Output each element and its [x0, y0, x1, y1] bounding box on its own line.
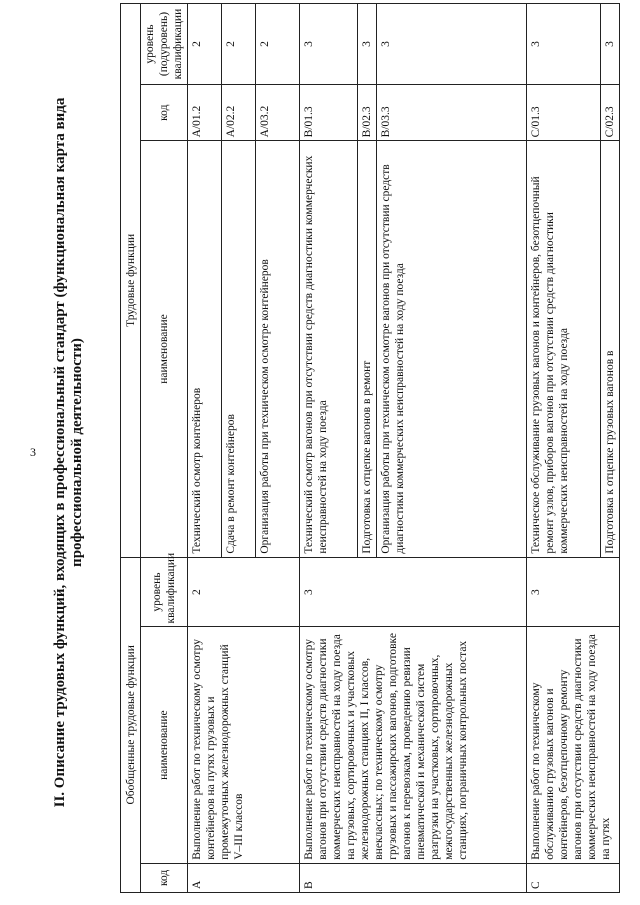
group-level: 3 — [527, 557, 620, 627]
group-level: 2 — [188, 557, 300, 627]
function-level: 3 — [377, 4, 527, 85]
group-name: Выполнение работ по техническому осмотру вагонов при отсутствии средств диагностики коммерческих неисправностей на ходу поезда на грузовых, сортировочных и участковых железнодорожных станциях II, I классов, внеклассных; по техническому осмотру грузовых и пассажирских вагонов, подготовке вагонов к перевозкам, проведению ревизии пневматической и механической систем разгрузки на участковых, сортировочных, межгосударственных железнодорожных станциях, пограничных контрольных постах — [300, 627, 527, 863]
function-name: Подготовка к отцепке вагонов в ремонт — [358, 141, 377, 557]
col-tf-code-header: код — [141, 85, 188, 141]
function-code: A/02.2 — [222, 85, 256, 141]
col-tf-level-header: уровень (подуровень) квалификации — [141, 4, 188, 85]
group-level: 3 — [300, 557, 527, 627]
heading-line-2: профессиональной деятельности) — [69, 338, 85, 567]
group-name: Выполнение работ по техническому осмотру контейнеров на путях грузовых и промежуточных железнодорожных станций V–III классов — [188, 627, 300, 863]
function-level: 2 — [188, 4, 222, 85]
function-level: 3 — [601, 4, 620, 85]
function-name: Технический осмотр контейнеров — [188, 141, 222, 557]
function-name: Организация работы при техническом осмотре вагонов при отсутствии средств диагностики коммерческих неисправностей на ходу поезда — [377, 141, 527, 557]
function-level: 2 — [256, 4, 300, 85]
function-code: A/01.2 — [188, 85, 222, 141]
group-name: Выполнение работ по техническому обслуживанию грузовых вагонов и контейнеров, безотцепочному ремонту вагонов при отсутствии средств диагностики коммерческих неисправностей на ходу поезда на путях — [527, 627, 620, 863]
function-name: Технический осмотр вагонов при отсутствии средств диагностики коммерческих неисправностей на ходу поезда — [300, 141, 358, 557]
function-name: Техническое обслуживание грузовых вагонов и контейнеров, безотцепочный ремонт узлов, приборов вагонов при отсутствии средств диагностики коммерческих неисправностей на ходу поезда — [527, 141, 601, 557]
group-code: A — [188, 863, 300, 892]
function-code: C/01.3 — [527, 85, 601, 141]
functions-table — [120, 3, 620, 893]
table-row — [188, 4, 222, 893]
function-level: 3 — [358, 4, 377, 85]
group-code: B — [300, 863, 527, 892]
col-name-header: наименование — [141, 627, 188, 863]
function-code: B/03.3 — [377, 85, 527, 141]
table-row — [527, 4, 601, 893]
function-code: B/01.3 — [300, 85, 358, 141]
heading-line-1: II. Описание трудовых функций, входящих в профессиональный стандарт (функциональная карта вида — [52, 97, 68, 808]
labor-functions-header: Трудовые функции — [121, 4, 141, 558]
generalized-functions-header: Обобщенные трудовые функции — [121, 557, 141, 892]
group-code: C — [527, 863, 620, 892]
function-level: 2 — [222, 4, 256, 85]
col-tf-name-header: наименование — [141, 141, 188, 557]
function-name: Организация работы при техническом осмотре контейнеров — [256, 141, 300, 557]
function-level: 3 — [300, 4, 358, 85]
section-heading — [52, 0, 86, 905]
page-number: 3 — [30, 445, 36, 459]
col-level-header: уровень квалификации — [141, 557, 188, 627]
function-code: A/03.2 — [256, 85, 300, 141]
function-code: B/02.3 — [358, 85, 377, 141]
function-code: C/02.3 — [601, 85, 620, 141]
function-level: 3 — [527, 4, 601, 85]
function-name: Подготовка к отцепке грузовых вагонов в — [601, 141, 620, 557]
table-row — [300, 4, 358, 893]
col-code-header: код — [141, 863, 188, 892]
function-name: Сдача в ремонт контейнеров — [222, 141, 256, 557]
